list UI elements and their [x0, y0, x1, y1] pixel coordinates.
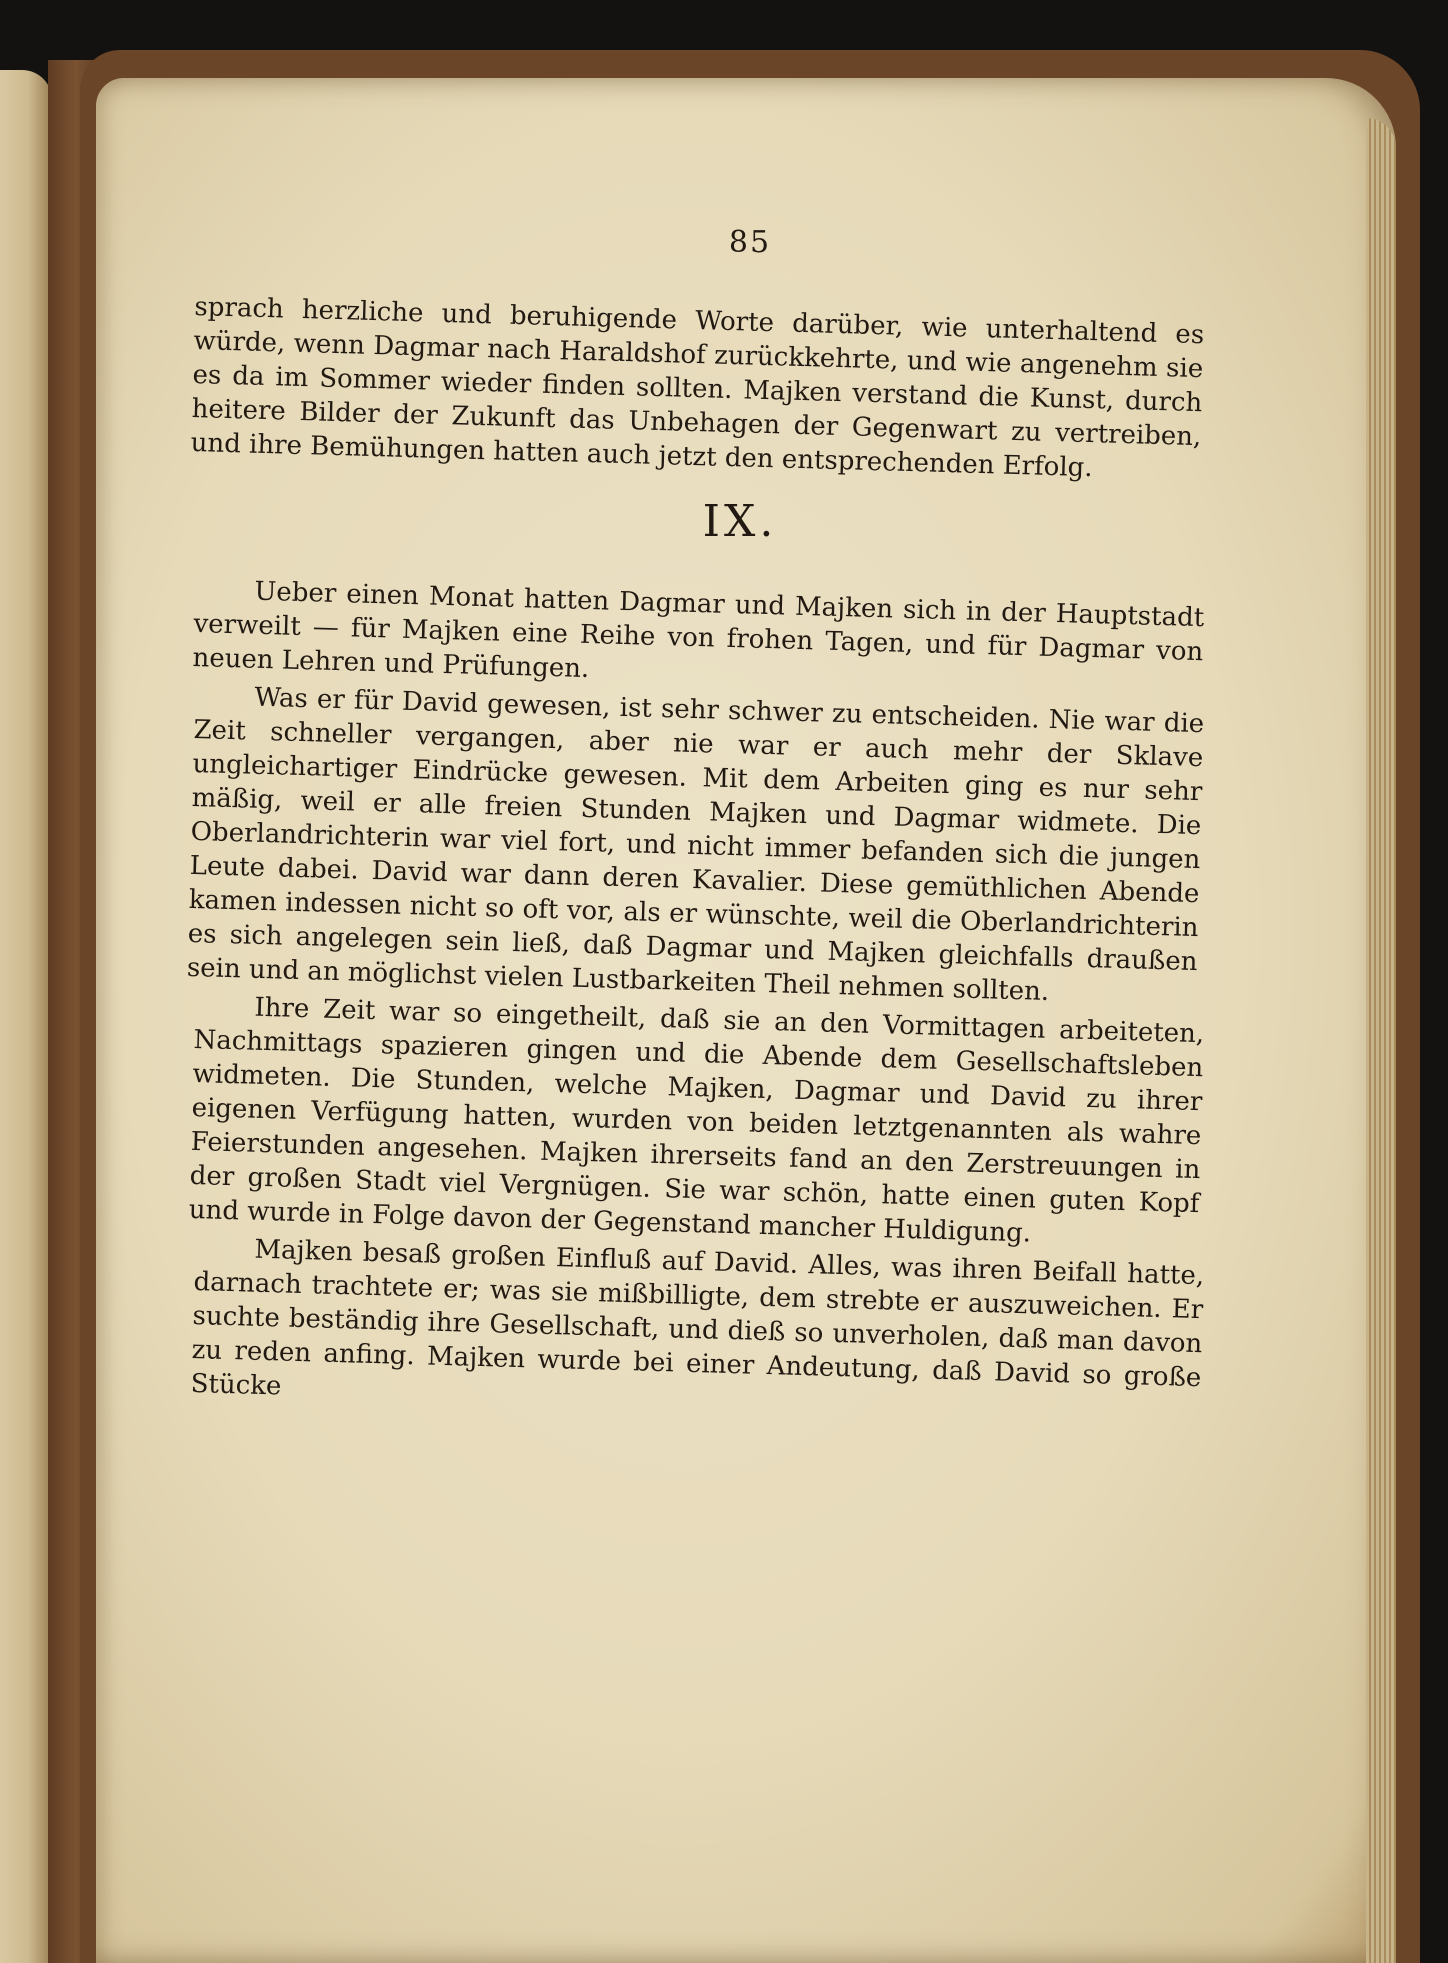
previous-page-edge	[0, 70, 52, 1963]
opening-paragraph: sprach herzliche und beruhigende Worte darüber, wie unterhaltend es würde, wenn Dagmar nach Haraldshof zurückkehrte, und wie angenehm sie es da im Sommer wieder finden sollten. Majken verstand die Kunst, durch heitere Bilder der Zukunft das Unbehagen der Gegenwart zu vertreiben, und ihre Bemühungen hatten auch jetzt den entsprechenden Erfolg.	[190, 291, 1205, 484]
chapter-heading: IX.	[702, 496, 778, 547]
paragraph: Ueber einen Monat hatten Dagmar und Majken sich in der Hauptstadt verweilt — für Majken eine Reihe von frohen Tagen, und für Dagmar von neuen Lehren und Prüfungen.	[192, 576, 1205, 685]
paragraph: Majken besaß großen Einfluß auf David. Alles, was ihren Beifall hatte, darnach trachtete er; was sie mißbilligte, dem strebte er auszuweichen. Er suchte beständig ihre Gesellschaft, und dieß so unverholen, daß man davon zu reden anfing. Majken wurde bei einer Andeutung, daß David so große Stücke	[190, 1234, 1205, 1402]
page-number: 85	[728, 225, 772, 260]
paragraph: Ihre Zeit war so eingetheilt, daß sie an den Vormittagen arbeiteten, Nachmittags spazieren gingen und die Abende dem Gesellschaftsleben widmeten. Die Stunden, welche Majken, Dagmar und David zu ihrer eigenen Verfügung hatten, wurden von beiden letztgenannten als wahre Feierstunden angesehen. Majken ihrerseits fand an den Zerstreuungen in der großen Stadt viel Vergnügen. Sie war schön, hatte einen guten Kopf und wurde in Folge davon der Gegenstand mancher Huldigung.	[188, 992, 1205, 1249]
page-content	[186, 225, 1205, 1402]
page-stack-edge	[1366, 118, 1396, 1963]
paragraph: Was er für David gewesen, ist sehr schwer zu entscheiden. Nie war die Zeit schneller vergangen, aber nie war er auch mehr der Sklave ungleichartiger Eindrücke gewesen. Mit dem Arbeiten ging es nur sehr mäßig, weil er alle freien Stunden Majken und Dagmar widmete. Die Oberlandrichterin war viel fort, und nicht immer befanden sich die jungen Leute dabei. David war dann deren Kavalier. Diese gemüthlichen Abende kamen indessen nicht so oft vor, als er wünschte, weil die Oberlandrichterin es sich angelegen sein ließ, daß Dagmar und Majken gleichfalls draußen sein und an möglichst vielen Lustbarkeiten Theil nehmen sollten.	[186, 682, 1205, 1007]
